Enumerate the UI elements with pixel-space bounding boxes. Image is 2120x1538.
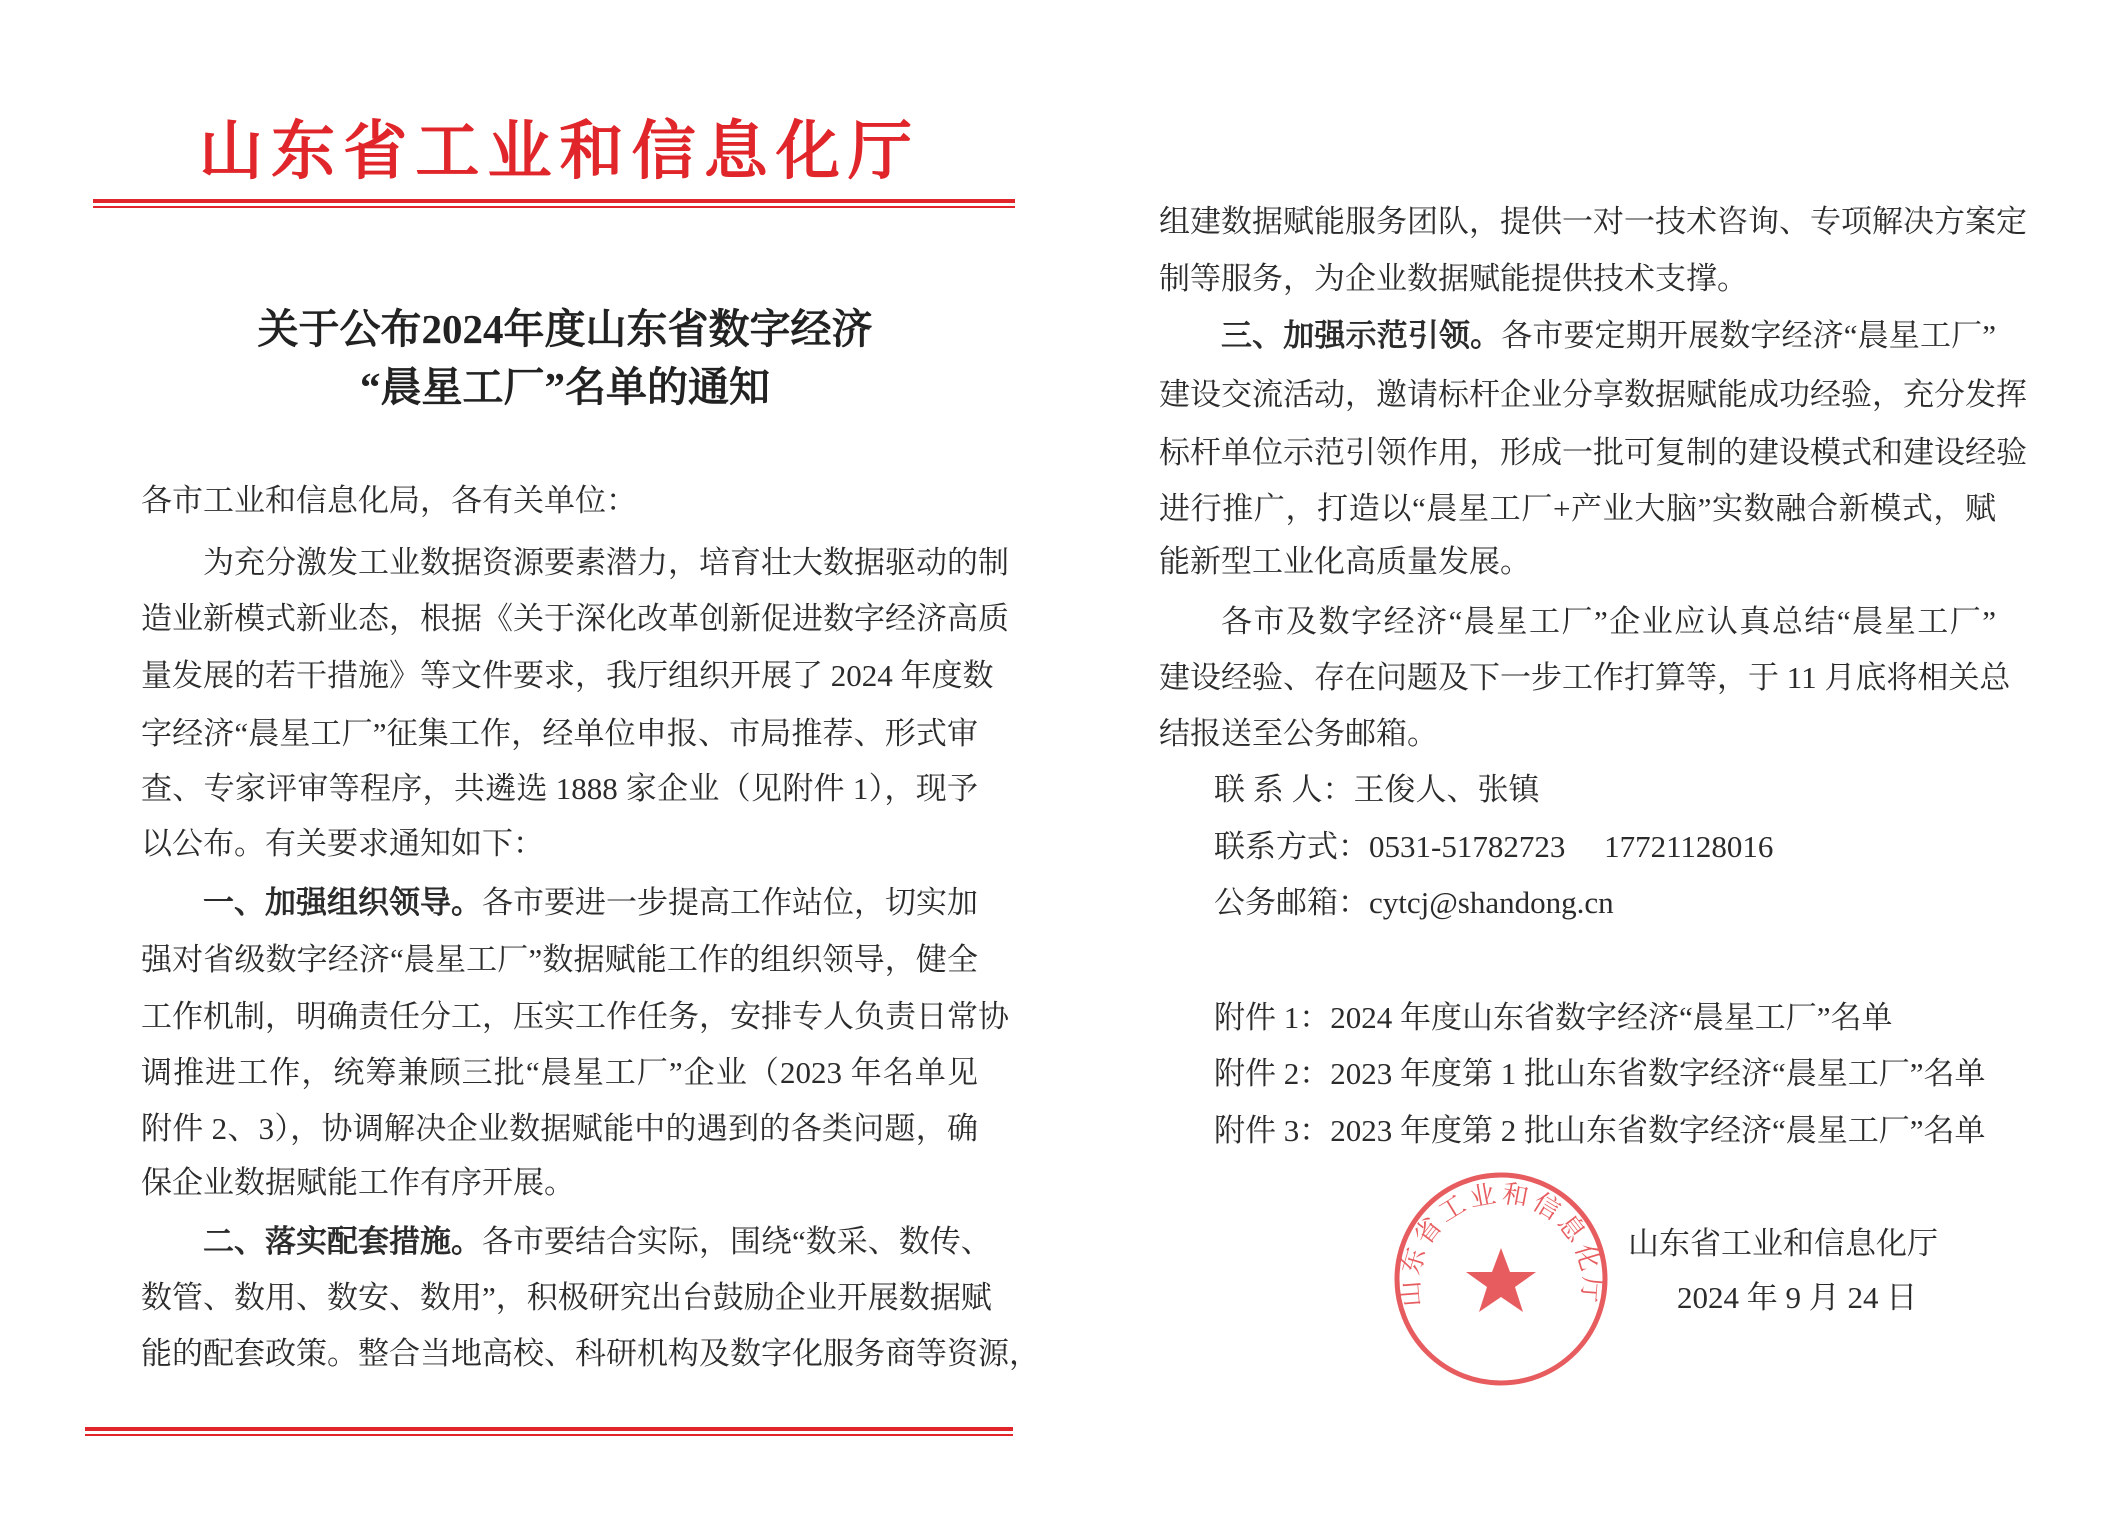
body-line: 以公布。有关要求通知如下： (141, 826, 544, 861)
body-line: 为充分激发工业数据资源要素潜力，培育壮大数据驱动的制 (203, 545, 1009, 580)
body-line: 附件 2：2023 年度第 1 批山东省数字经济“晨星工厂”名单 (1214, 1056, 1986, 1091)
letterhead-org-title: 山东省工业和信息化厅 (199, 116, 912, 187)
section-text: 各市要进一步提高工作站位，切实加 (482, 885, 978, 920)
body-line: 建设经验、存在问题及下一步工作打算等，于 11 月底将相关总 (1159, 660, 2011, 695)
body-line (141, 881, 978, 925)
body-line (1159, 314, 1996, 358)
body-line: 能的配套政策。整合当地高校、科研机构及数字化服务商等资源， (141, 1336, 1040, 1371)
body-line: 结报送至公务邮箱。 (1159, 716, 1438, 751)
body-line: 附件 2、3），协调解决企业数据赋能中的遇到的各类问题，确 (141, 1111, 978, 1146)
section-heading: 三、加强示范引领。 (1221, 318, 1502, 354)
body-line: 数管、数用、数安、数用”，积极研究出台鼓励企业开展数据赋 (141, 1280, 992, 1315)
body-line: 进行推广，打造以“晨星工厂+产业大脑”实数融合新模式，赋 (1159, 491, 1996, 526)
signature-date: 2024 年 9 月 24 日 (1677, 1280, 1918, 1315)
section-text: 各市要定期开展数字经济“晨星工厂” (1501, 318, 1996, 353)
body-line: 制等服务，为企业数据赋能提供技术支撑。 (1159, 261, 1748, 296)
document-title-line1: 关于公布2024年度山东省数字经济 (257, 306, 873, 352)
letterhead-red-rule (93, 199, 1015, 203)
body-line: 公务邮箱：cytcj@shandong.cn (1214, 885, 1614, 920)
body-line: 联 系 人：王俊人、张镇 (1214, 772, 1540, 807)
svg-text:山东省工业和信息化厅: 山东省工业和信息化厅 (1395, 1178, 1607, 1308)
official-seal-stamp (1390, 1168, 1612, 1390)
body-line: 能新型工业化高质量发展。 (1159, 544, 1531, 579)
body-line: 建设交流活动，邀请标杆企业分享数据赋能成功经验，充分发挥 (1159, 377, 2027, 412)
section-heading: 一、加强组织领导。 (203, 885, 482, 921)
body-line: 字经济“晨星工厂”征集工作，经单位申报、市局推荐、形式审 (141, 716, 978, 751)
body-line: 联系方式：0531-51782723 17721128016 (1214, 829, 1774, 864)
document-title-line2: “晨星工厂”名单的通知 (360, 364, 770, 410)
body-line: 附件 3：2023 年度第 2 批山东省数字经济“晨星工厂”名单 (1214, 1113, 1986, 1148)
body-line: 标杆单位示范引领作用，形成一批可复制的建设模式和建设经验 (1159, 435, 2027, 470)
body-line: 量发展的若干措施》等文件要求，我厅组织开展了 2024 年度数 (141, 658, 994, 693)
body-line: 造业新模式新业态，根据《关于深化改革创新促进数字经济高质 (141, 601, 1009, 636)
footer-red-rule (85, 1427, 1013, 1431)
section-heading: 二、落实配套措施。 (203, 1224, 482, 1260)
section-text: 各市要结合实际，围绕“数采、数传、 (482, 1224, 992, 1259)
signature-org: 山东省工业和信息化厅 (1628, 1226, 1938, 1261)
body-line: 保企业数据赋能工作有序开展。 (141, 1165, 575, 1200)
body-line: 组建数据赋能服务团队，提供一对一技术咨询、专项解决方案定 (1159, 204, 2027, 239)
body-line (141, 1220, 992, 1264)
body-line: 强对省级数字经济“晨星工厂”数据赋能工作的组织领导，健全 (141, 942, 978, 977)
body-line: 查、专家评审等程序，共遴选 1888 家企业（见附件 1），现予 (141, 771, 978, 806)
salutation: 各市工业和信息化局，各有关单位： (141, 483, 637, 518)
body-line: 附件 1：2024 年度山东省数字经济“晨星工厂”名单 (1214, 1000, 1893, 1035)
body-line: 工作机制，明确责任分工，压实工作任务，安排专人负责日常协 (141, 999, 1009, 1034)
body-line: 调推进工作，统筹兼顾三批“晨星工厂”企业（2023 年名单见 (141, 1055, 978, 1090)
body-line: 各市及数字经济“晨星工厂”企业应认真总结“晨星工厂” (1221, 604, 1996, 639)
